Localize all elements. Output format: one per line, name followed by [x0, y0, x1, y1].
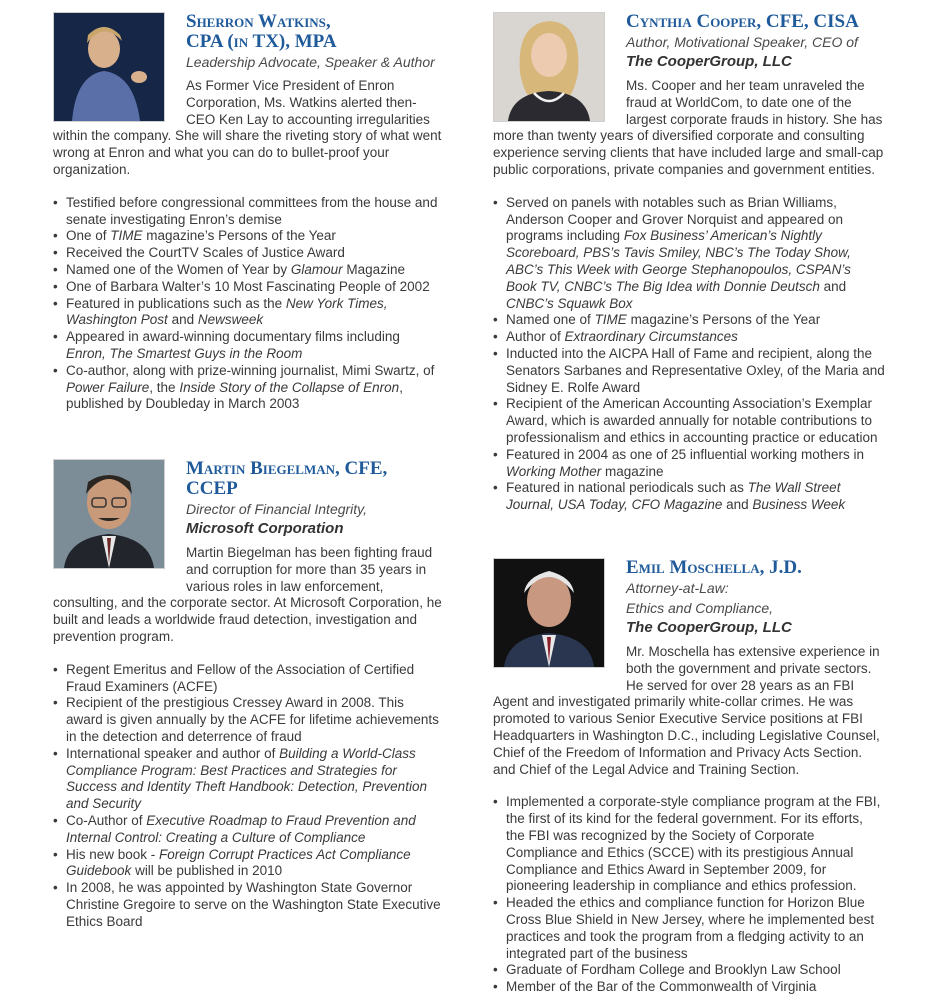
list-item: • Co-Author of Executive Roadmap to Fraud Prevention and Internal Control: Creating a Culture of Compliance: [53, 813, 443, 847]
speaker-bio: Mr. Moschella has extensive experience in both the government and private sectors. He served for over 28 years as an FBI Agent and investigated primarily white-collar crimes. He was promoted to various Senior Executive Service positions at FBI Headquarters in Washington D.C., including Legislative Counsel, Chief of the Freedom of Information and Privacy Acts Section. and Chief of the Legal Advice and Training Section.: [493, 644, 880, 777]
photo-emil-moschella: [493, 558, 605, 668]
list-item: • Implemented a corporate-style compliance program at the FBI, the first of its kind for the federal government. For its efforts, the FBI was recognized by the Society of Corporate Compliance and Ethics (SCCE) with its prestigious Annual Compliance and Ethics Award in September 2009, for pioneering leadership in compliance and ethics profession.: [493, 794, 885, 895]
speaker-portrait-image: [494, 559, 604, 667]
speaker-achievements-list: [493, 195, 885, 514]
speaker-organization: Microsoft Corporation: [186, 520, 344, 537]
speaker-name: Emil Moschella, J.D.: [626, 557, 802, 578]
speaker-cynthia-cooper: [493, 12, 885, 514]
list-item: • In 2008, he was appointed by Washington State Governor Christine Gregoire to serve on the Washington State Executive Ethics Board: [53, 880, 443, 930]
speaker-portrait-image: [54, 13, 164, 121]
speaker-role: Author, Motivational Speaker, CEO of: [626, 34, 858, 50]
list-item: • Featured in national periodicals such as The Wall Street Journal, USA Today, CFO Magazine and Business Week: [493, 480, 885, 514]
list-item: • Named one of the Women of Year by Glamour Magazine: [53, 262, 443, 279]
photo-cynthia-cooper: [493, 12, 605, 122]
list-item: • Testified before congressional committees from the house and senate investigating Enron’s demise: [53, 195, 443, 229]
list-item: • Member of the Bar of the Commonwealth of Virginia: [493, 979, 885, 996]
speaker-bio: As Former Vice President of Enron Corporation, Ms. Watkins alerted then-CEO Ken Lay to accounting irregularities within the company. She will share the riveting story of what went wrong at Enron and what you can do to bullet-proof your organization.: [53, 78, 442, 177]
speaker-role: Leadership Advocate, Speaker & Author: [186, 54, 435, 70]
list-item: • Graduate of Fordham College and Brooklyn Law School: [493, 962, 885, 979]
speaker-achievements-list: [53, 195, 443, 413]
list-item: • Served on panels with notables such as Brian Williams, Anderson Cooper and Grover Norquist and appeared on programs including Fox Business’ American’s Nightly Scoreboard, PBS’s Tavis Smiley, NBC’s The Today Show, ABC’s This Week with George Stephanopoulos, CSPAN’s Book TV, CNBC’s The Big Idea with Donnie Deutsch and CNBC’s Squawk Box: [493, 195, 885, 313]
speaker-portrait-image: [494, 13, 604, 121]
speaker-role: Director of Financial Integrity,: [186, 501, 368, 517]
speaker-name: Cynthia Cooper, CFE, CISA: [626, 11, 859, 32]
list-item: • International speaker and author of Building a World-Class Compliance Program: Best Practices and Strategies for Success and Identity Theft Handbook: Detection, Prevention and Security: [53, 746, 443, 813]
photo-martin-biegelman: [53, 459, 165, 569]
speaker-role: Attorney-at-Law:: [626, 580, 729, 596]
speaker-achievements-list: [493, 794, 885, 996]
list-item: • One of Barbara Walter’s 10 Most Fascinating People of 2002: [53, 279, 443, 296]
speaker-credentials: CCEP: [186, 478, 238, 499]
speaker-role-secondary: Ethics and Compliance,: [626, 600, 774, 616]
list-item: • Appeared in award-winning documentary films including Enron, The Smartest Guys in the Room: [53, 329, 443, 363]
speaker-bio: Martin Biegelman has been fighting fraud and corruption for more than 35 years in various roles in law enforcement, consulting, and the corporate sector. At Microsoft Corporation, he built and leads a worldwide fraud detection, investigation and prevention program.: [53, 545, 442, 644]
list-item: • One of TIME magazine’s Persons of the Year: [53, 228, 443, 245]
list-item: • Recipient of the American Accounting Association’s Exemplar Award, which is awarded annually for notable contributions to professionalism and ethics in accounting practice or education: [493, 396, 885, 446]
list-item: • Author of Extraordinary Circumstances: [493, 329, 885, 346]
list-item: • His new book - Foreign Corrupt Practices Act Compliance Guidebook will be published in 2010: [53, 847, 443, 881]
list-item: • Featured in publications such as the New York Times, Washington Post and Newsweek: [53, 296, 443, 330]
list-item: • Recipient of the prestigious Cressey Award in 2008. This award is given annually by the ACFE for lifetime achievements in the detection and deterrence of fraud: [53, 695, 443, 745]
speaker-portrait-image: [54, 460, 164, 568]
speaker-achievements-list: [53, 662, 443, 931]
speaker-emil-moschella: [493, 558, 885, 996]
photo-sherron-watkins: [53, 12, 165, 122]
list-item: • Regent Emeritus and Fellow of the Association of Certified Fraud Examiners (ACFE): [53, 662, 443, 696]
speaker-martin-biegelman: [53, 459, 443, 931]
list-item: • Headed the ethics and compliance function for Horizon Blue Cross Blue Shield in New Jersey, where he implemented best practices and took the program from a fledging activity to an integrated part of the business: [493, 895, 885, 962]
speaker-bio: Ms. Cooper and her team unraveled the fraud at WorldCom, to date one of the largest corporate frauds in history. She has more than twenty years of diversified corporate and consulting experience serving clients that have included large and small-cap public corporations, private companies and government entities.: [493, 78, 884, 177]
list-item: • Named one of TIME magazine’s Persons of the Year: [493, 312, 885, 329]
list-item: • Inducted into the AICPA Hall of Fame and recipient, along the Senators Sarbanes and Representative Oxley, of the Maria and Sidney E. Rolfe Award: [493, 346, 885, 396]
speaker-sherron-watkins: [53, 12, 443, 413]
speaker-name: Sherron Watkins,: [186, 11, 331, 32]
list-item: • Co-author, along with prize-winning journalist, Mimi Swartz, of Power Failure, the Inside Story of the Collapse of Enron, published by Doubleday in March 2003: [53, 363, 443, 413]
list-item: • Received the CourtTV Scales of Justice Award: [53, 245, 443, 262]
speaker-name: Martin Biegelman, CFE,: [186, 458, 388, 479]
speaker-organization: The CooperGroup, LLC: [626, 619, 792, 636]
list-item: • Featured in 2004 as one of 25 influential working mothers in Working Mother magazine: [493, 447, 885, 481]
speaker-credentials: CPA (in TX), MPA: [186, 31, 337, 52]
speaker-organization: The CooperGroup, LLC: [626, 53, 792, 70]
